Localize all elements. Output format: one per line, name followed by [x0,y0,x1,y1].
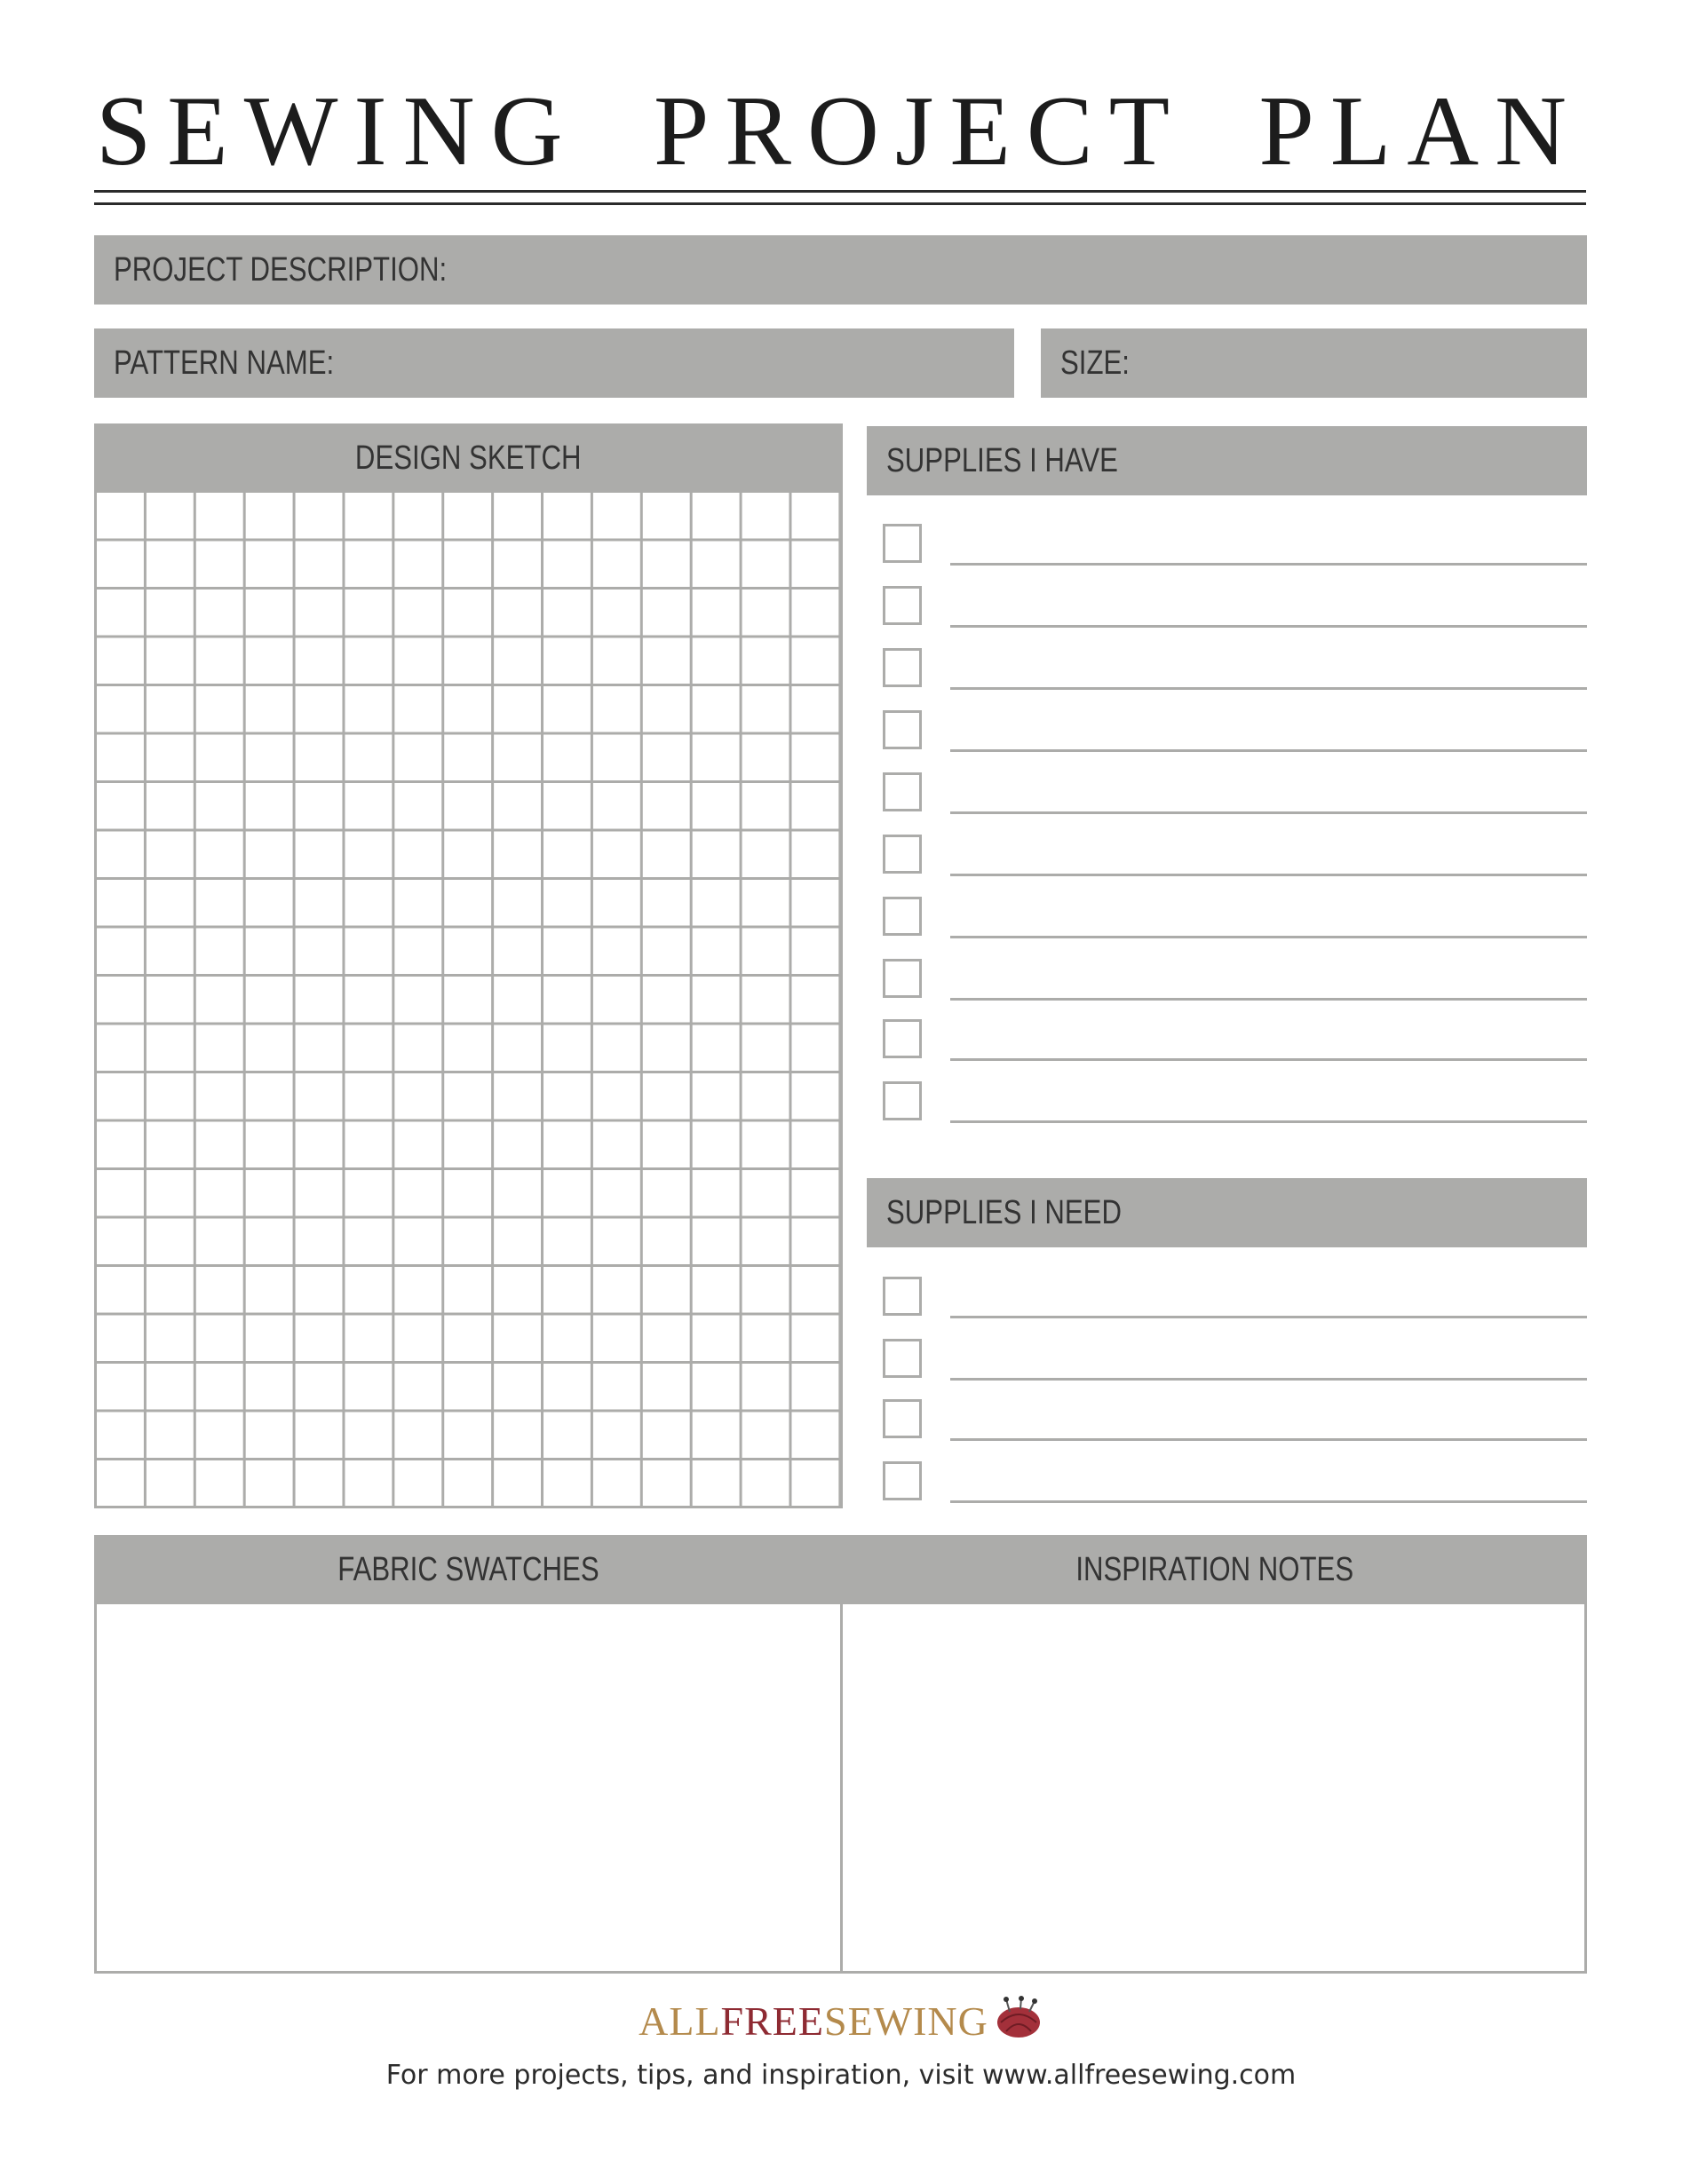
supplies-have-item[interactable] [883,1081,1587,1124]
supplies-need-item[interactable] [883,1461,1587,1504]
inspiration-notes-label: INSPIRATION NOTES [1075,1551,1354,1588]
size-label: SIZE: [1060,344,1130,382]
logo-text-all: ALL [639,1998,721,2044]
supplies-need-item[interactable] [883,1339,1587,1381]
checkbox[interactable] [883,1081,922,1120]
size-field[interactable] [1041,328,1587,398]
write-line[interactable] [950,936,1587,938]
checkbox[interactable] [883,772,922,811]
write-line[interactable] [950,1438,1587,1441]
supplies-have-item[interactable] [883,772,1587,815]
supplies-have-label: SUPPLIES I HAVE [886,442,1118,479]
write-line[interactable] [950,874,1587,876]
write-line[interactable] [950,1500,1587,1503]
checkbox[interactable] [883,897,922,936]
design-sketch-grid[interactable] [94,493,843,1508]
logo-text-sewing: SEWING [824,1998,988,2044]
write-line[interactable] [950,687,1587,690]
checkbox[interactable] [883,648,922,687]
supplies-have-item[interactable] [883,1019,1587,1062]
write-line[interactable] [950,1058,1587,1061]
column-divider [840,1599,843,1971]
write-line[interactable] [950,1120,1587,1123]
write-line[interactable] [950,563,1587,566]
title-rule-top [94,190,1586,193]
logo-text-free: FREE [720,1998,825,2044]
write-line[interactable] [950,625,1587,628]
supplies-have-item[interactable] [883,648,1587,691]
brand-logo[interactable] [0,1996,1682,2052]
supplies-have-item[interactable] [883,710,1587,753]
checkbox[interactable] [883,1339,922,1378]
write-line[interactable] [950,1378,1587,1381]
supplies-have-item[interactable] [883,586,1587,629]
checkbox[interactable] [883,959,922,998]
fabric-swatches-header [94,1535,843,1604]
project-description-field[interactable] [94,235,1587,305]
supplies-have-item[interactable] [883,897,1587,939]
pincushion-icon [994,1996,1043,2052]
write-line[interactable] [950,749,1587,752]
write-line[interactable] [950,998,1587,1001]
footer-tagline: For more projects, tips, and inspiration, visit www.allfreesewing.com [385,2060,1297,2091]
supplies-have-item[interactable] [883,524,1587,566]
checkbox[interactable] [883,1277,922,1316]
checkbox[interactable] [883,586,922,625]
title-rule-bottom [94,202,1586,205]
pattern-name-field[interactable] [94,328,1014,398]
checkbox[interactable] [883,710,922,749]
inspiration-notes-header [843,1535,1587,1604]
supplies-have-header [867,426,1587,495]
pattern-name-label: PATTERN NAME: [114,344,335,382]
supplies-have-item[interactable] [883,959,1587,1001]
supplies-have-item[interactable] [883,835,1587,877]
checkbox[interactable] [883,835,922,874]
write-line[interactable] [950,1316,1587,1318]
checkbox[interactable] [883,524,922,563]
supplies-need-header [867,1178,1587,1247]
checkbox[interactable] [883,1019,922,1058]
swatches-notes-area [94,1599,1587,1974]
checkbox[interactable] [883,1399,922,1438]
supplies-need-item[interactable] [883,1277,1587,1319]
write-line[interactable] [950,811,1587,814]
checkbox[interactable] [883,1461,922,1500]
design-sketch-header [94,423,843,493]
supplies-need-item[interactable] [883,1399,1587,1442]
project-description-label: PROJECT DESCRIPTION: [114,251,448,289]
fabric-swatches-label: FABRIC SWATCHES [337,1551,599,1588]
page-title: SEWING PROJECT PLAN [96,76,1583,186]
supplies-need-label: SUPPLIES I NEED [886,1194,1122,1231]
design-sketch-label: DESIGN SKETCH [355,439,582,477]
